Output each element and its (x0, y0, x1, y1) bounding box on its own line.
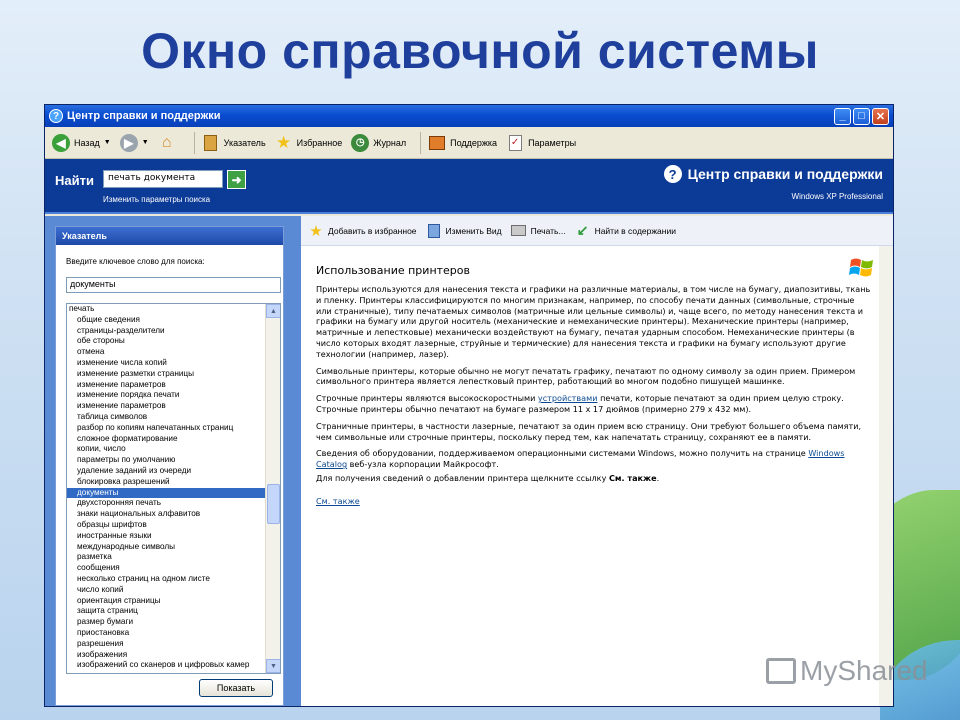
find-in-contents-label: Найти в содержании (594, 225, 676, 236)
favorites-button[interactable] (274, 133, 343, 153)
list-item[interactable]: образцы шрифтов (77, 519, 147, 529)
article-paragraph (316, 393, 872, 415)
list-item[interactable]: разметка (77, 552, 112, 562)
window-titlebar[interactable] (45, 105, 893, 127)
main-toolbar (45, 127, 893, 159)
article-paragraph: Принтеры используются для нанесения текста и графики на различные материалы, в том числе на бумагу, диапозитивы, ткань и пленку. Принтеры классифицируются по многим признакам, например, по способу печати данных (символьные, строчные или страничные), типу печатаемых символов (матричные или цельные символы) и, чаще всего, по методу нанесения текста и графики на бумагу или другой носитель (механические и немеханические принтеры). Механические принтеры (например, матричные и лепестковые) механически воздействуют на бумагу, печатая ударным способом. Немеханические принтеры (в число которых входят лазерные, струйные и термические) для нанесения текста и графики на бумагу используют другие технологии (например, лазер). (316, 284, 871, 359)
search-bar (45, 159, 893, 214)
change-view-button[interactable] (425, 222, 502, 240)
history-label: Журнал (373, 137, 407, 148)
search-input[interactable]: печать документа (103, 170, 223, 188)
list-item[interactable]: изменение числа копий (77, 357, 167, 367)
index-pane-header: Указатель (56, 227, 283, 245)
maximize-button[interactable]: □ (853, 108, 870, 125)
index-listbox[interactable] (66, 303, 281, 674)
add-star-icon: ★ (309, 222, 323, 240)
show-button[interactable]: Показать (199, 679, 273, 697)
history-button[interactable] (350, 133, 406, 153)
dropdown-arrow-icon[interactable]: ▼ (103, 139, 111, 146)
list-item[interactable]: блокировка разрешений (77, 476, 170, 486)
back-arrow-icon: ◀ (51, 133, 71, 153)
list-item[interactable]: разбор по копиям напечатанных страниц (77, 422, 234, 432)
search-go-button[interactable] (227, 170, 246, 189)
article (316, 264, 872, 513)
watermark-text: MyShared (800, 655, 928, 686)
list-item[interactable]: знаки национальных алфавитов (77, 509, 201, 519)
list-item[interactable]: защита страниц (77, 606, 138, 616)
close-button[interactable]: ✕ (872, 108, 889, 125)
help-question-icon: ? (664, 165, 682, 183)
article-paragraph (316, 448, 872, 470)
list-item[interactable]: сложное форматирование (77, 433, 178, 443)
index-label: Указатель (223, 137, 266, 148)
find-label: Найти (55, 173, 94, 188)
keyword-input[interactable]: документы (66, 277, 281, 293)
support-icon (427, 133, 447, 153)
history-clock-icon: ◷ (350, 133, 370, 153)
list-item[interactable]: международные символы (77, 541, 176, 551)
sync-arrow-icon: ↙ (576, 222, 589, 238)
help-center-icon: ? (49, 109, 63, 123)
devices-link[interactable]: устройствами (537, 393, 598, 404)
list-item[interactable]: параметры по умолчанию (77, 455, 176, 465)
list-item[interactable]: иностранные языки (77, 530, 152, 540)
text-span: веб-узла корпорации Майкрософт. (347, 459, 499, 470)
list-item[interactable]: изображений со сканеров и цифровых камер (77, 660, 250, 670)
list-item[interactable]: страницы-разделители (77, 325, 165, 335)
list-item[interactable]: отмена (77, 347, 105, 357)
arrow-right-icon: ➜ (231, 172, 242, 187)
text-span: печати, которые печатают за один прием целую строку. Строчные принтеры обычно печатают на бумаге размером 11 х 17 дюймов (примерно 279 х 432 мм). (316, 393, 844, 414)
minimize-button[interactable]: _ (834, 108, 851, 125)
list-item[interactable]: изменение параметров (77, 401, 166, 411)
see-also-bold: См. также (608, 472, 657, 483)
back-label: Назад (74, 137, 100, 148)
print-button[interactable] (510, 222, 566, 240)
list-item[interactable]: печать (69, 304, 95, 313)
article-paragraph: Символьные принтеры, которые обычно не могут печатать графику, печатают по одному символу за один прием. Примером символьного принтера является лепестковый принтер, работающий во многом подобно пишущей машинке. (316, 365, 856, 387)
list-item-selected[interactable]: документы (67, 488, 266, 499)
find-in-contents-button[interactable] (574, 222, 676, 240)
toolbar-separator (420, 132, 421, 154)
back-button[interactable] (51, 133, 111, 153)
index-button[interactable] (201, 133, 266, 153)
scroll-up-icon[interactable]: ▲ (266, 304, 281, 318)
support-label: Поддержка (450, 137, 498, 148)
content-pane (301, 216, 894, 707)
watermark (766, 655, 928, 687)
brand-title: Центр справки и поддержки (687, 166, 883, 182)
slide-title: Окно справочной системы (141, 23, 819, 79)
forward-dropdown-icon[interactable]: ▼ (141, 139, 149, 146)
index-scrollbar[interactable] (265, 304, 280, 673)
list-item[interactable]: общие сведения (77, 314, 140, 324)
article-paragraph: Страничные принтеры, в частности лазерные, печатают за один прием всю страницу. Они требуют большего объема памяти, чем символьные или строчные принтеры, поскольку перед тем, как напечатать страницу, сохраняют ее в памяти. (316, 420, 862, 442)
windows-catalog-link[interactable]: Windows Catalog (316, 448, 845, 470)
article-paragraph (316, 473, 872, 484)
list-item[interactable]: несколько страниц на одном листе (77, 573, 210, 583)
forward-button[interactable] (119, 133, 149, 153)
index-items (67, 304, 266, 674)
content-scrollbar[interactable] (879, 246, 894, 707)
add-favorites-label: Добавить в избранное (328, 225, 417, 236)
star-icon: ★ (276, 132, 292, 152)
list-item[interactable]: разрешения (77, 638, 124, 648)
list-item[interactable]: ориентация страницы (77, 595, 161, 605)
favorites-label: Избранное (296, 137, 343, 148)
list-item[interactable]: двухсторонняя печать (77, 498, 162, 508)
text-span: Для получения сведений о добавлении принтера щелкните ссылку (316, 472, 609, 483)
list-item[interactable]: копии, число (77, 444, 126, 454)
home-button[interactable] (157, 133, 180, 153)
change-view-icon (425, 222, 443, 240)
options-label: Параметры (528, 137, 577, 148)
window-title: Центр справки и поддержки (67, 110, 221, 122)
see-also-paragraph (316, 496, 872, 507)
list-item[interactable]: изменение разметки страницы (77, 368, 194, 378)
checklist-icon: ✓ (505, 133, 525, 153)
support-button[interactable] (427, 133, 497, 153)
index-pane (55, 226, 284, 706)
change-view-label: Изменить Вид (445, 225, 502, 236)
help-window (44, 104, 894, 707)
list-item[interactable]: приостановка (77, 627, 130, 637)
help-center-brand (664, 165, 883, 183)
article-title: Использование принтеров (316, 264, 471, 277)
text-span: Сведения об оборудовании, поддерживаемом операционными системами Windows, можно получить на странице (316, 448, 809, 459)
home-icon: ⌂ (161, 133, 172, 151)
book-icon (201, 133, 221, 153)
change-search-settings-link[interactable]: Изменить параметры поиска (103, 195, 211, 204)
list-item[interactable]: изображения (77, 649, 128, 659)
print-label: Печать... (530, 225, 566, 236)
printer-icon (510, 222, 528, 240)
keyword-prompt: Введите ключевое слово для поиска: (66, 257, 205, 266)
list-item[interactable]: число копий (77, 584, 124, 594)
list-item[interactable]: изменение порядка печати (77, 390, 180, 400)
content-toolbar (301, 216, 894, 246)
toolbar-separator (194, 132, 195, 154)
scroll-down-icon[interactable]: ▼ (266, 659, 281, 673)
list-item[interactable]: обе стороны (77, 336, 125, 346)
add-to-favorites-button[interactable] (307, 222, 417, 240)
see-also-link[interactable]: См. также (316, 495, 360, 506)
list-item[interactable]: таблица символов (77, 411, 148, 421)
scroll-thumb[interactable] (267, 484, 280, 524)
options-button[interactable] (505, 133, 576, 153)
windows-edition: Windows XP Professional (791, 192, 883, 201)
body-area (45, 216, 894, 707)
watermark-logo-icon (766, 658, 796, 684)
list-item[interactable]: размер бумаги (77, 617, 134, 627)
forward-arrow-icon: ▶ (119, 133, 139, 153)
list-item[interactable]: изменение параметров (77, 379, 166, 389)
list-item[interactable]: удаление заданий из очереди (77, 465, 192, 475)
text-span: . (656, 472, 660, 483)
list-item[interactable]: сообщения (77, 563, 120, 573)
text-span: Строчные принтеры являются высокоскоростными (316, 393, 538, 404)
